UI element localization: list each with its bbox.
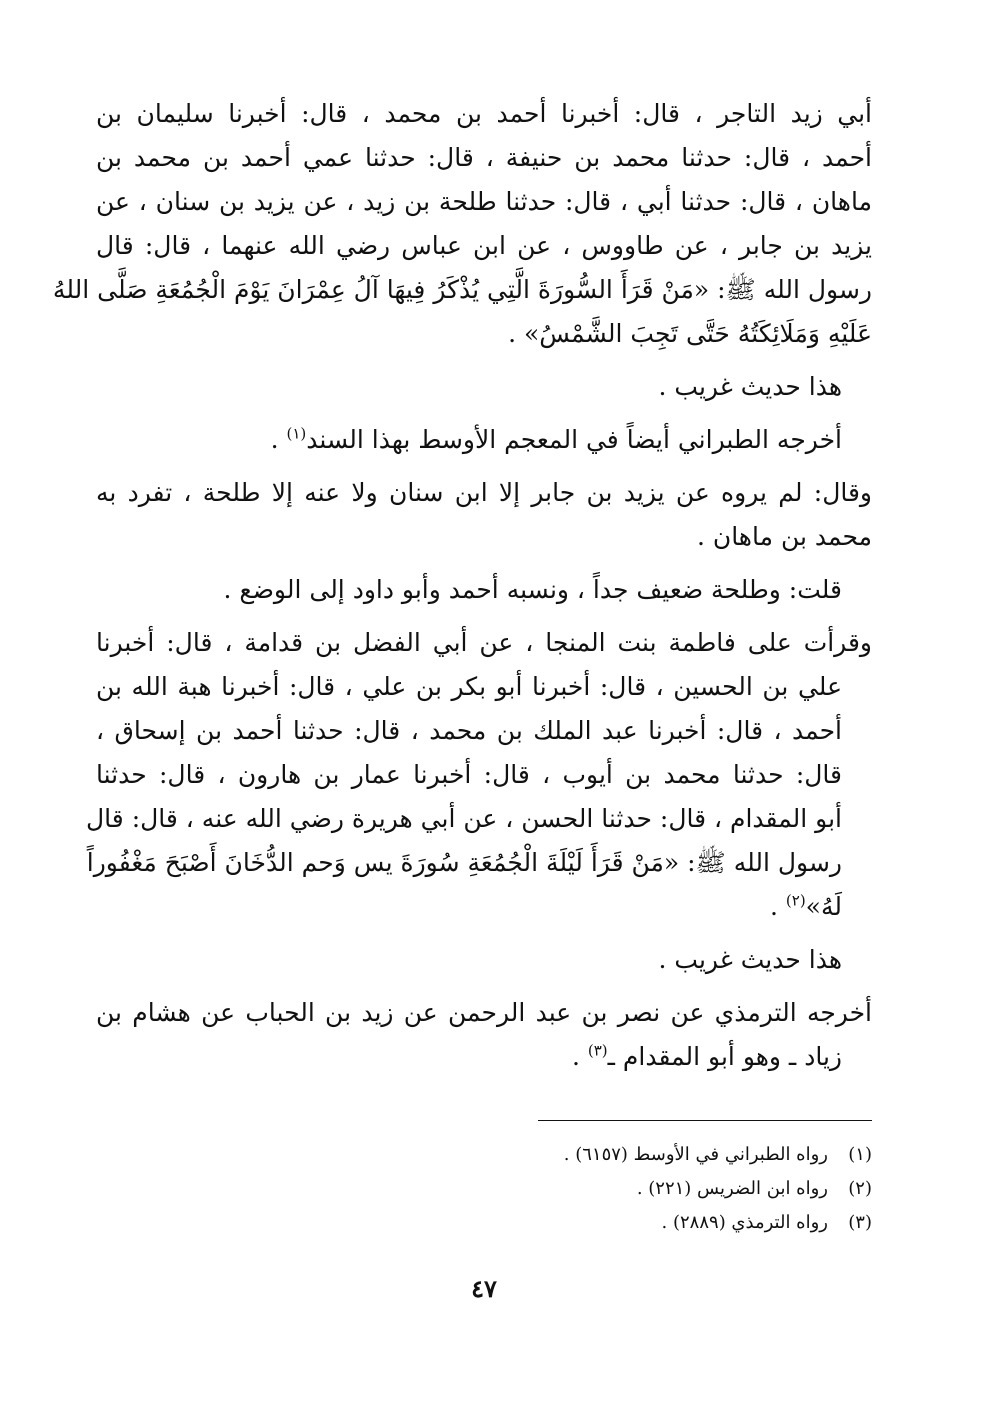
paragraph-author-note: قلت: وطلحة ضعيف جداً ، ونسبه أحمد وأبو داود إلى الوضع . [223, 575, 842, 604]
footnotes-divider [538, 1120, 872, 1121]
footnote-text: رواه الطبراني في الأوسط (٦١٥٧) . [563, 1144, 828, 1165]
footnote-text: رواه ابن الضريس (٢٢١) . [636, 1178, 828, 1199]
footnote-number: (١) [848, 1144, 872, 1165]
paragraph-isnad-1 [52, 92, 872, 356]
text-line: علي بن الحسين ، قال: أخبرنا أبو بكر بن علي ، قال: أخبرنا هبة الله بن [96, 672, 842, 701]
text-line: وقال: لم يروه عن يزيد بن جابر إلا ابن سنان ولا عنه إلا طلحة ، تفرد به [96, 478, 872, 507]
paragraph-takhrij-2 [96, 991, 872, 1079]
paragraph-grading-2: هذا حديث غريب . [658, 945, 842, 974]
hadith-line-end [96, 885, 872, 929]
footnote-ref-2[interactable]: (٢) [785, 891, 806, 910]
text-line: أبو المقدام ، قال: حدثنا الحسن ، عن أبي هريرة رضي الله عنه ، قال: قال [86, 804, 842, 833]
takhrij-text: أخرجه الطبراني أيضاً في المعجم الأوسط بهذا السند [306, 425, 842, 454]
text-line: قال: حدثنا محمد بن أيوب ، قال: أخبرنا عمار بن هارون ، قال: حدثنا [96, 760, 842, 789]
takhrij-end: . [270, 425, 287, 454]
footnote-2 [96, 1172, 872, 1206]
hadith-line: رسول الله ﷺ: «مَنْ قَرَأَ السُّورَةَ الَّتِي يُذْكَرُ فِيهَا آلُ عِمْرَانَ يَوْمَ الْجُمُعَةِ صَلَّى اللهُ [52, 275, 872, 304]
paragraph-takhrij-1 [96, 418, 872, 462]
footnote-3 [96, 1206, 872, 1240]
paragraph-grading-1: هذا حديث غريب . [658, 372, 842, 401]
book-page [52, 92, 872, 1303]
text-line: أحمد ، قال: أخبرنا عبد الملك بن محمد ، قال: حدثنا أحمد بن إسحاق ، [96, 716, 842, 745]
paragraph-tabarani-comment [96, 471, 872, 559]
footnote-text: رواه الترمذي (٢٨٨٩) . [661, 1212, 828, 1233]
text-line: يزيد بن جابر ، عن طاووس ، عن ابن عباس رضي الله عنهما ، قال: قال [96, 231, 872, 260]
paragraph-isnad-2 [86, 621, 872, 929]
hadith-end-text: لَهُ» [805, 892, 842, 921]
footnote-ref-3[interactable]: (٣) [587, 1041, 608, 1060]
text-line-end [96, 1035, 872, 1079]
footnote-number: (٣) [848, 1212, 872, 1233]
footnote-1 [96, 1138, 872, 1172]
footnote-number: (٢) [848, 1178, 872, 1199]
text-line: أبي زيد التاجر ، قال: أخبرنا أحمد بن محمد ، قال: أخبرنا سليمان بن [96, 99, 872, 128]
takhrij-end-dot: . [571, 1042, 588, 1071]
footnote-ref-1[interactable]: (١) [286, 424, 307, 443]
page-number: ٤٧ [471, 1274, 497, 1303]
hadith-line: رسول الله ﷺ: «مَنْ قَرَأَ لَيْلَةَ الْجُمُعَةِ سُورَةَ يس وَحم الدُّخَانَ أَصْبَحَ مَغْفُوراً [86, 848, 842, 877]
takhrij-end-text: زياد ـ وهو أبو المقدام ـ [607, 1042, 842, 1071]
text-line: ماهان ، قال: حدثنا أبي ، قال: حدثنا طلحة بن زيد ، عن يزيد بن سنان ، عن [96, 187, 872, 216]
hadith-end-dot: . [769, 892, 786, 921]
text-line: أخرجه الترمذي عن نصر بن عبد الرحمن عن زيد بن الحباب عن هشام بن [96, 998, 872, 1027]
footnotes [96, 1138, 872, 1240]
text-line: أحمد ، قال: حدثنا محمد بن حنيفة ، قال: حدثنا عمي أحمد بن محمد بن [96, 143, 872, 172]
text-line: محمد بن ماهان . [696, 522, 872, 551]
main-text [52, 92, 872, 1079]
hadith-line: عَلَيْهِ وَمَلَائِكَتُهُ حَتَّى تَجِبَ الشَّمْسُ» . [508, 319, 872, 348]
text-line: وقرأت على فاطمة بنت المنجا ، عن أبي الفضل بن قدامة ، قال: أخبرنا [96, 628, 872, 657]
